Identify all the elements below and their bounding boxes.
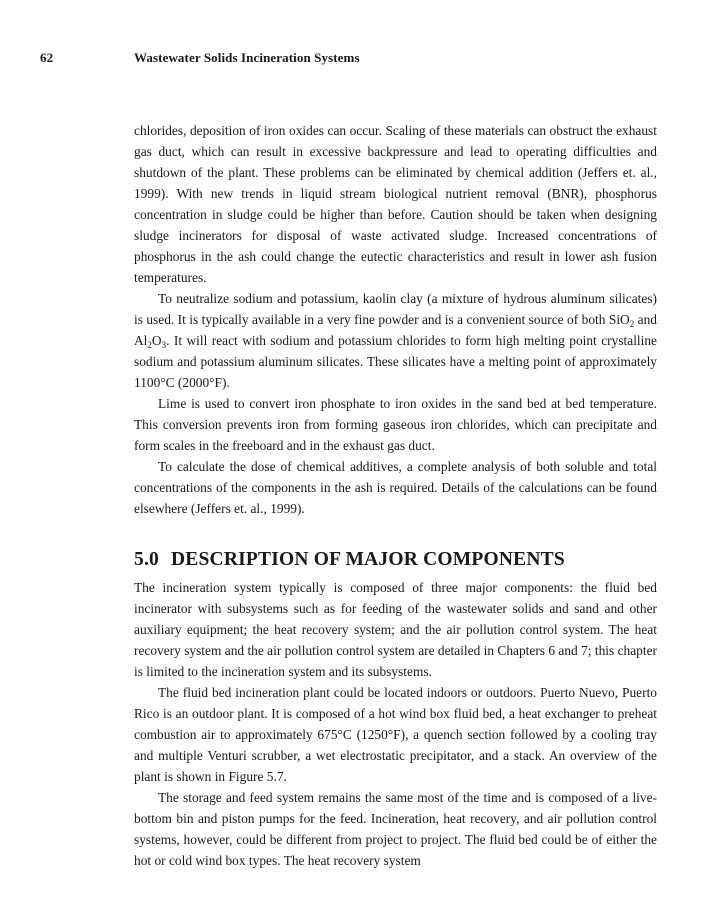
- paragraph-2-part-2: and Al: [134, 312, 657, 348]
- section-title: DESCRIPTION OF MAJOR COMPONENTS: [171, 549, 565, 570]
- paragraph-2-part-3: O: [151, 333, 162, 348]
- paragraph-4: To calculate the dose of chemical additives, a complete analysis of both soluble and total concentrations of the components in the ash is required. Details of the calculations can be found elsewhere (Jeffers et. al., 1999).: [134, 459, 657, 516]
- paragraph-2-part-4: . It will react with sodium and potassium chlorides to form high melting point crystalline sodium and potassium aluminum silicates. These silicates have a melting point of approximately 1100°C (2000°F).: [134, 333, 657, 390]
- running-title: Wastewater Solids Incineration Systems: [134, 50, 360, 65]
- page-number: 62: [40, 50, 54, 65]
- subscript-sio2: 2: [629, 319, 635, 329]
- paragraph-1: chlorides, deposition of iron oxides can occur. Scaling of these materials can obstruct the exhaust gas duct, which can result in excessive backpressure and lead to operating difficulties and shutdown of the plant. These problems can be eliminated by chemical addition (Jeffers et. al., 1999). With new trends in liquid stream biological nutrient removal (BNR), phosphorus concentration in sludge could be higher than before. Caution should be taken when designing sludge incinerators for disposal of waste activated sludge. Increased concentrations of phosphorus in the ash could change the eutectic characteristics and result in lower ash fusion temperatures.: [134, 123, 657, 285]
- section-number: 5.0: [134, 549, 159, 570]
- running-header: [40, 50, 360, 66]
- paragraph-7: The storage and feed system remains the same most of the time and is composed of a live-bottom bin and piston pumps for the feed. Incineration, heat recovery, and air pollution control systems, however, could be different from project to project. The fluid bed could be of either the hot or cold wind box types. The heat recovery system: [134, 790, 657, 868]
- subscript-o3: 3: [161, 340, 167, 350]
- paragraph-5: The incineration system typically is composed of three major components: the fluid bed incinerator with subsystems such as for feeding of the wastewater solids and sand and other auxiliary equipment; the heat recovery system; and the air pollution control system. The heat recovery system and the air pollution control system are detailed in Chapters 6 and 7; this chapter is limited to the incineration system and its subsystems.: [134, 580, 657, 679]
- paragraph-6: The fluid bed incineration plant could be located indoors or outdoors. Puerto Nuevo, Puerto Rico is an outdoor plant. It is composed of a hot wind box fluid bed, a heat exchanger to preheat combustion air to approximately 675°C (1250°F), a quench section followed by a cooling tray and multiple Venturi scrubber, a wet electrostatic precipitator, and a stack. An overview of the plant is shown in Figure 5.7.: [134, 685, 657, 784]
- body-text: [134, 120, 657, 871]
- section-heading: [134, 547, 657, 573]
- paragraph-2-part-1: To neutralize sodium and potassium, kaolin clay (a mixture of hydrous aluminum silicates) is used. It is typically available in a very fine powder and is a convenient source of both SiO: [134, 291, 657, 327]
- paragraph-3: Lime is used to convert iron phosphate to iron oxides in the sand bed at bed temperature. This conversion prevents iron from forming gaseous iron chlorides, which can precipitate and form scales in the freeboard and in the exhaust gas duct.: [134, 396, 657, 453]
- paragraph-2: [134, 288, 657, 393]
- subscript-al2: 2: [147, 340, 152, 350]
